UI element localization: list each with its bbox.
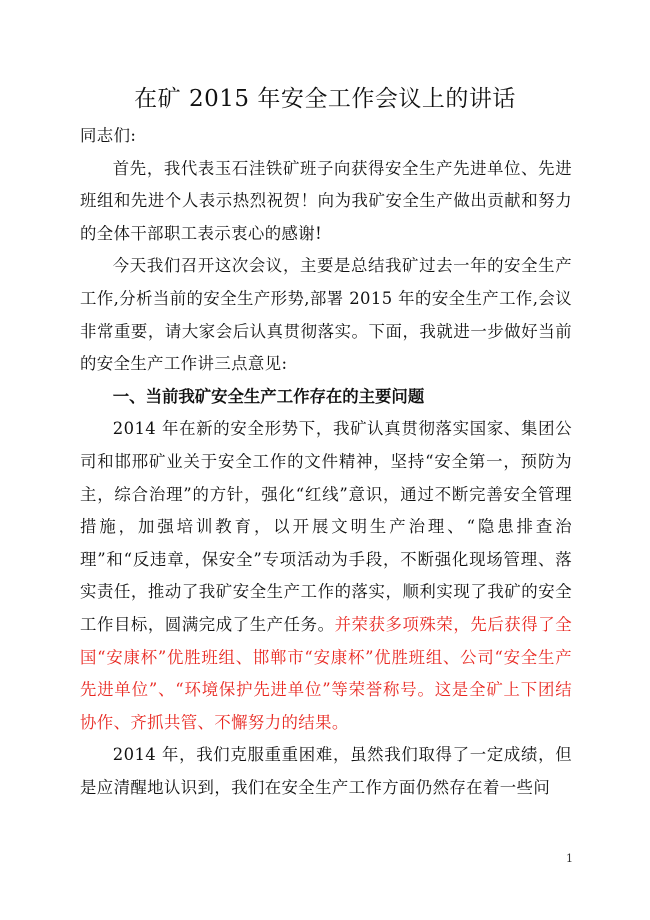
paragraph-2014-summary	[80, 413, 572, 739]
section-heading-1: 一、当前我矿安全生产工作存在的主要问题	[112, 386, 425, 406]
page-number: 1	[566, 852, 573, 865]
paragraph-problems-intro: 2014 年，我们克服重重困难，虽然我们取得了一定成绩，但是应清醒地认识到，我们在安全生产工作方面仍然存在着一些问	[80, 745, 572, 797]
speech-body	[80, 120, 572, 804]
honors-highlight-text: 并荣获多项殊荣，先后获得了全国“安康杯”优胜班组、邯郸市“安康杯”优胜班组、公司“安全生产先进单位”、“环境保护先进单位”等荣誉称号。这是全矿上下团结协作、齐抓共管、不懈努力的结果。	[80, 614, 572, 732]
paragraph-congratulations: 首先，我代表玉石洼铁矿班子向获得安全生产先进单位、先进班组和先进个人表示热烈祝贺！向为我矿安全生产做出贡献和努力的全体干部职工表示衷心的感谢!	[80, 158, 572, 243]
speech-title: 在矿 2015 年安全工作会议上的讲话	[134, 86, 516, 112]
salutation: 同志们:	[80, 126, 137, 145]
paragraph-meeting-purpose: 今天我们召开这次会议，主要是总结我矿过去一年的安全生产工作,分析当前的安全生产形势,部署 2015 年的安全生产工作,会议非常重要，请大家会后认真贯彻落实。下面，我就进一步做好当前的安全生产工作讲三点意见:	[80, 256, 572, 374]
summary-text: 2014 年在新的安全形势下，我矿认真贯彻落实国家、集团公司和邯邢矿业关于安全工作的文件精神，坚持“安全第一，预防为主，综合治理”的方针，强化“红线”意识，通过不断完善安全管理措施，加强培训教育，以开展文明生产治理、“隐患排查治理”和“反违章，保安全”专项活动为手段，不断强化现场管理、落实责任，推动了我矿安全生产工作的落实，顺利实现了我矿的安全工作目标，圆满完成了生产任务。	[80, 419, 572, 634]
